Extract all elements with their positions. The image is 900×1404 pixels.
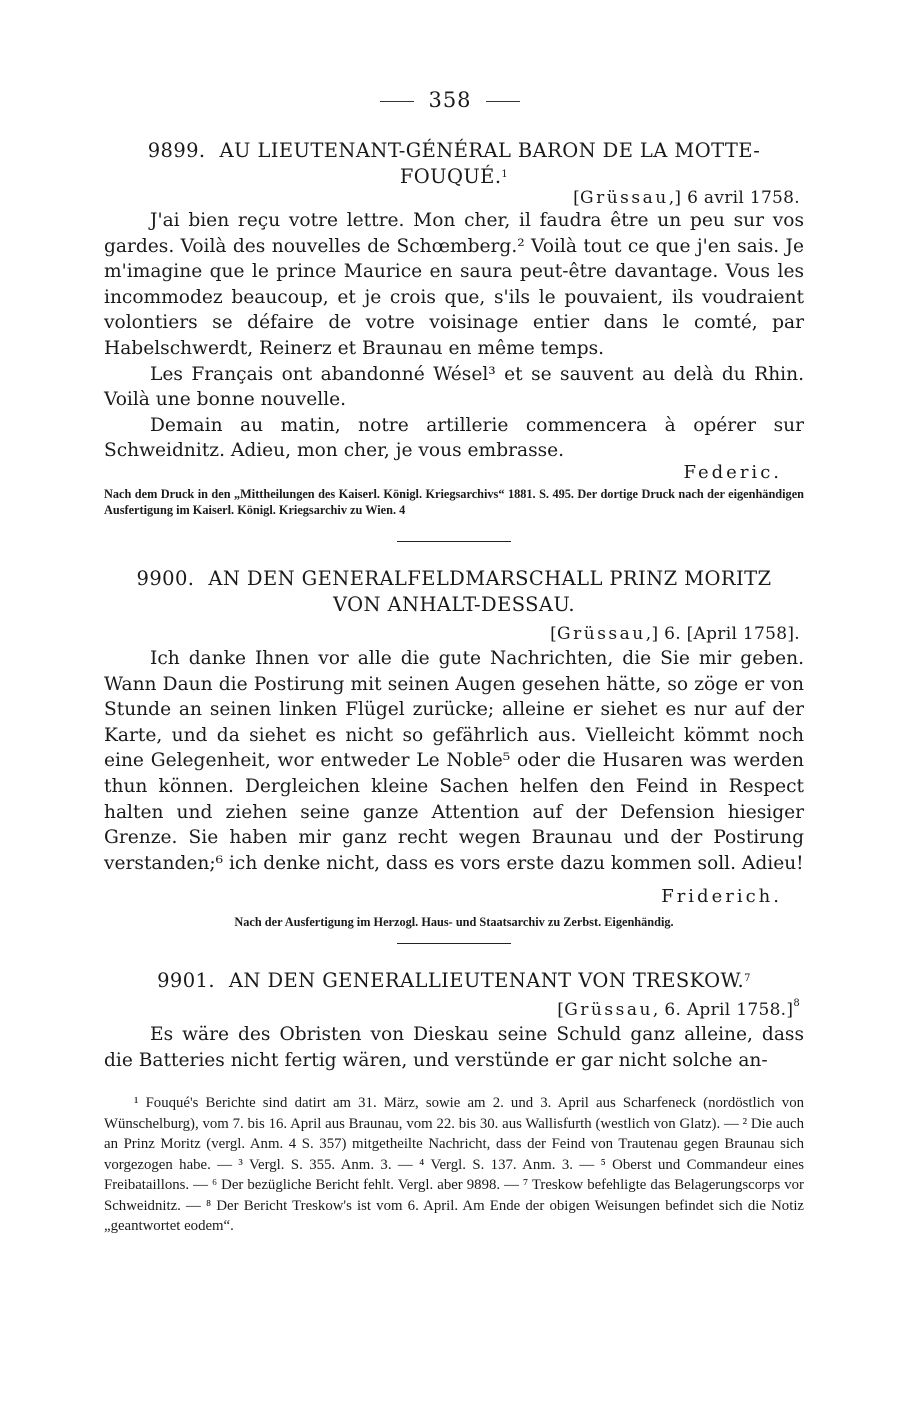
letter-heading-text: AN DEN GENERALFELDMARSCHALL PRINZ MORITZ [208,567,772,590]
page-number-text: 358 [428,88,472,112]
letter-number: 9900. [136,567,195,590]
dash-left [380,101,414,102]
paragraph: Ich danke Ihnen vor alle die gute Nachrichten, die Sie mir geben. Wann Daun die Postirung mit seinen Augen gesehen hätte, so zöge er von Stunde an seinen linken Flügel zurücke; alleine er siehet es nur auf der Karte, und da siehet es nicht so gefährlich aus. Vielleicht kömmt noch eine Gelegenheit, wor entweder Le Noble⁵ oder die Husaren was werden thun können. Dergleichen kleine Sachen helfen den Feind in Respect halten und ziehen seine ganze Attention auf der Defension hiesiger Grenze. Sie haben mir ganz recht wegen Braunau und der Postirung verstanden;⁶ ich denke nicht, dass es vors erste dazu kommen soll. Adieu! [104,648,804,874]
source-note: Nach dem Druck in den „Mittheilungen des Kaiserl. Königl. Kriegsarchivs“ 1881. S. 495. Der dortige Druck nach der eigenhändigen Ausfertigung im Kaiserl. Königl. Kriegsarchiv zu Wien. 4 [104,487,804,517]
footnotes [104,1093,804,1237]
letter-9899-heading [104,138,804,190]
paragraph: Demain au matin, notre artillerie commencera à opérer sur Schweidnitz. Adieu, mon cher, je vous embrasse. [104,414,804,462]
letter-heading-text: AN DEN GENERALLIEUTENANT VON TRESKOW. [228,969,745,992]
letter-9901-heading [104,968,804,994]
heading-footnote-mark: 7 [744,973,751,984]
place: Grüssau [580,188,669,208]
paragraph: J'ai bien reçu votre lettre. Mon cher, il faudra être un peu sur vos gardes. Voilà des nouvelles de Schœmberg.² Voilà tout ce que j'en sais. Je m'imagine que le prince Maurice en saura peut-être davantage. Vous les incommodez beaucoup, et je crois que, s'ils le pouvaient, ils voudraient volontiers se défaire de votre voisinage entier dans le comté, par Habelschwerdt, Reinerz et Braunau en même temps. [104,210,804,359]
heading-line-2: VON ANHALT-DESSAU. [332,593,576,616]
letter-heading-text: AU LIEUTENANT-GÉNÉRAL BARON DE LA MOTTE-FOUQUÉ. [219,139,761,188]
letter-9899-body [104,208,804,464]
letter-9900-body [104,646,804,876]
paragraph: Les Français ont abandonné Wésel³ et se sauvent au delà du Rhin. Voilà une bonne nouvelle. [104,363,804,411]
paragraph: Es wäre des Obristen von Dieskau seine Schuld ganz alleine, dass die Batteries nicht fertig wären, und verstünde er gar nicht solche an- [104,1024,804,1071]
date-text: 6 avril 1758. [687,188,800,208]
heading-line-1 [104,566,804,592]
letter-9900-date: [Grüssau,] 6. [April 1758]. [550,624,800,644]
place: Grüssau [557,624,646,644]
section-divider [397,943,511,944]
letter-9901-body [104,1022,804,1073]
source-note: Nach der Ausfertigung im Herzogl. Haus- und Staatsarchiv zu Zerbst. Eigenhändig. [234,915,674,929]
letter-9899-date: [Grüssau,] 6 avril 1758. [573,188,800,208]
date-footnote-mark: 8 [793,998,800,1009]
section-divider [397,541,511,542]
signature: Friderich. [661,886,782,907]
footnotes-text: ¹ Fouqué's Berichte sind datirt am 31. März, sowie am 2. und 3. April aus Scharfeneck (nordöstlich von Wünschelburg), vom 7. bis 16. April aus Braunau, vom 22. bis 30. aus Wallisfurth (westlich von Glatz). — ² Die auch an Prinz Moritz (vergl. Anm. 4 S. 357) mitgetheilte Nachricht, dass der Feind von Trautenau gegen Braunau sich vorgezogen habe. — ³ Vergl. S. 355. Anm. 3. — ⁴ Vergl. S. 137. Anm. 3. — ⁵ Oberst und Commandeur eines Freibataillons. — ⁶ Der bezügliche Bericht fehlt. Vergl. aber 9898. — ⁷ Treskow befehligte das Belagerungscorps vor Schweidnitz. — ⁸ Der Bericht Treskow's ist vom 6. April. Am Ende der obigen Weisungen befindet sich die Notiz „geantwortet eodem“. [104,1095,804,1234]
letter-9900-heading [104,566,804,618]
date-text: 6. April 1758. [664,1000,787,1020]
letter-number: 9901. [157,969,215,992]
letter-number: 9899. [147,139,206,162]
page-number [0,88,900,112]
signature: Federic. [683,462,782,483]
date-text: 6. [April 1758]. [664,624,800,644]
heading-footnote-mark: 1 [501,169,509,180]
place: Grüssau [564,1000,653,1020]
dash-right [486,101,520,102]
letter-9901-date: [Grüssau, 6. April 1758.]$^8$ [557,998,800,1020]
